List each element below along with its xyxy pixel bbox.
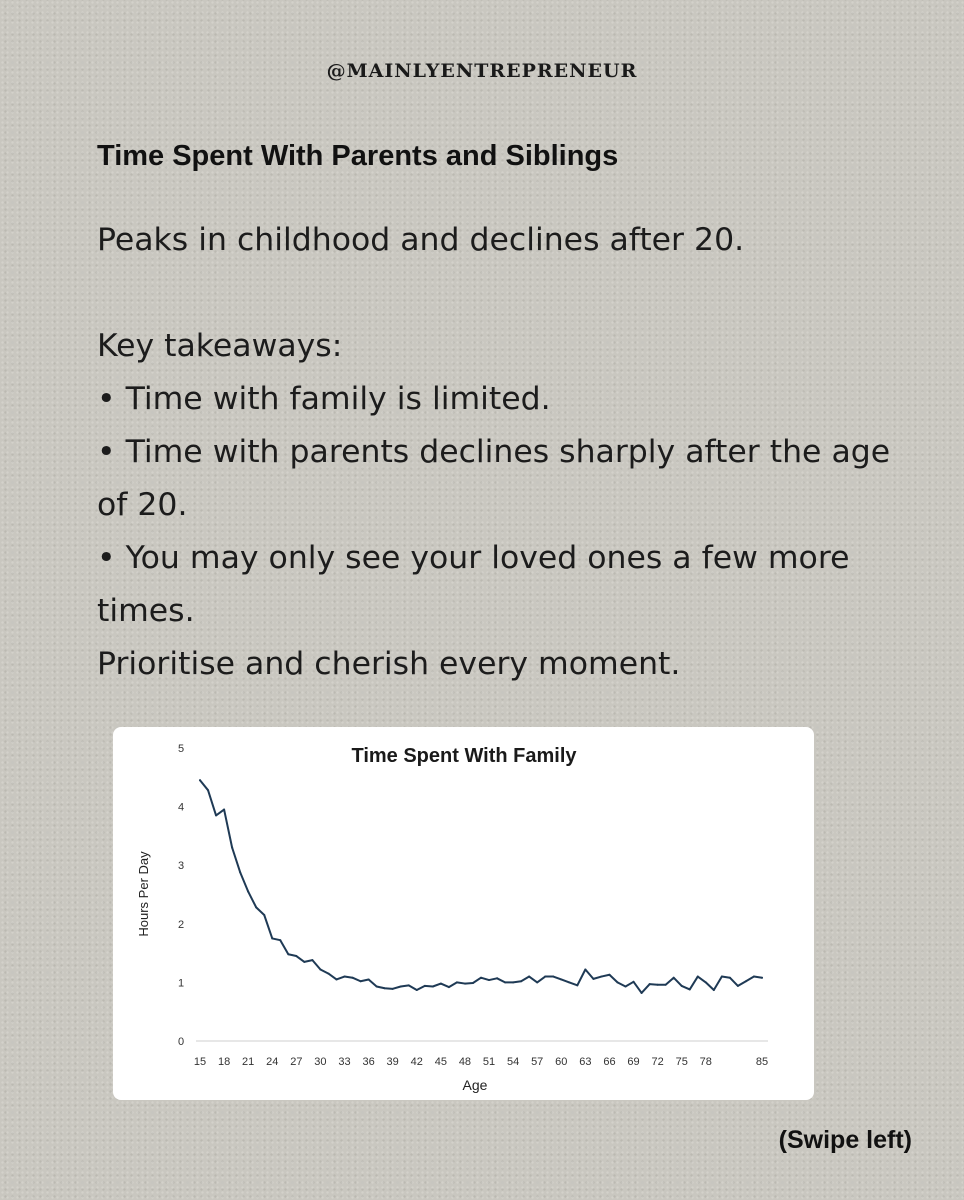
x-tick-label: 42 — [410, 1056, 423, 1068]
page-title: Time Spent With Parents and Siblings — [97, 140, 619, 172]
x-tick-label: 60 — [555, 1056, 568, 1068]
data-point — [488, 979, 490, 981]
data-point — [303, 961, 305, 963]
x-tick-label: 18 — [217, 1056, 231, 1068]
data-point — [295, 955, 297, 957]
data-point — [215, 814, 217, 816]
data-point — [705, 981, 707, 983]
data-point — [729, 977, 731, 979]
takeaway-item-3: • You may only see your loved ones a few more times. — [97, 540, 850, 629]
data-points — [199, 779, 763, 994]
y-tick-label: 4 — [177, 801, 185, 814]
data-point — [311, 959, 313, 961]
data-point — [392, 988, 394, 990]
data-point — [440, 983, 442, 985]
data-point — [633, 981, 635, 983]
y-tick-label: 1 — [177, 977, 185, 990]
y-axis-label: Hours Per Day — [136, 851, 151, 937]
data-point — [584, 969, 586, 971]
y-tick-label: 3 — [177, 860, 185, 873]
data-point — [247, 891, 249, 893]
data-point — [223, 809, 225, 811]
line-chart — [113, 727, 814, 1100]
x-tick-label: 39 — [386, 1056, 399, 1068]
data-point — [344, 976, 346, 978]
data-point — [568, 981, 570, 983]
data-point — [625, 986, 627, 988]
data-point — [327, 973, 329, 975]
y-tick-labels — [178, 743, 184, 1048]
y-tick-label: 0 — [177, 1036, 185, 1048]
x-tick-label: 30 — [314, 1056, 327, 1068]
swipe-hint: (Swipe left) — [778, 1126, 912, 1154]
data-point — [207, 789, 209, 791]
data-point — [576, 984, 578, 986]
data-point — [496, 977, 498, 979]
data-point — [737, 985, 739, 987]
data-point — [697, 976, 699, 978]
data-point — [536, 981, 538, 983]
x-tick-label: 57 — [531, 1056, 544, 1068]
data-point — [352, 977, 354, 979]
data-point — [287, 953, 289, 955]
takeaway-item-2: • Time with parents declines sharply after the age of 20. — [97, 434, 891, 523]
data-point — [600, 976, 602, 978]
data-point — [681, 985, 683, 987]
data-point — [263, 914, 265, 916]
y-tick-label: 5 — [177, 743, 185, 755]
intro-text: Peaks in childhood and declines after 20. — [97, 222, 745, 258]
data-point — [384, 987, 386, 989]
x-tick-label: 54 — [506, 1056, 520, 1068]
x-tick-label: 15 — [193, 1056, 207, 1068]
data-point — [360, 980, 362, 982]
data-point — [649, 983, 651, 985]
data-point — [408, 984, 410, 986]
closing-text: Prioritise and cherish every moment. — [97, 646, 681, 682]
account-handle: @MAINLYENTREPRENEUR — [326, 60, 638, 82]
data-point — [279, 939, 281, 941]
data-point — [713, 989, 715, 991]
data-point — [199, 779, 201, 781]
x-tick-label: 66 — [603, 1056, 616, 1068]
data-point — [528, 976, 530, 978]
data-point — [520, 980, 522, 982]
x-tick-label: 78 — [699, 1056, 712, 1068]
data-point — [335, 978, 337, 980]
x-tick-label: 72 — [651, 1056, 664, 1068]
x-tick-label: 36 — [362, 1056, 375, 1068]
data-point — [504, 981, 506, 983]
chart-title: Time Spent With Family — [351, 745, 577, 767]
data-point — [231, 847, 233, 849]
series-line — [200, 780, 762, 993]
x-tick-label: 48 — [458, 1056, 472, 1068]
data-point — [368, 978, 370, 980]
data-point — [745, 980, 747, 982]
data-point — [721, 976, 723, 978]
data-point — [464, 983, 466, 985]
data-point — [641, 992, 643, 994]
data-point — [592, 978, 594, 980]
data-point — [665, 984, 667, 986]
x-tick-label: 21 — [242, 1056, 255, 1068]
data-point — [480, 977, 482, 979]
x-tick-label: 75 — [675, 1056, 688, 1068]
data-point — [400, 986, 402, 988]
data-point — [544, 976, 546, 978]
x-tick-label: 85 — [755, 1056, 769, 1068]
data-point — [472, 982, 474, 984]
data-point — [761, 977, 763, 979]
data-point — [512, 981, 514, 983]
x-tick-label: 45 — [434, 1056, 447, 1068]
data-point — [424, 985, 426, 987]
data-point — [456, 981, 458, 983]
x-axis-label: Age — [462, 1077, 488, 1093]
data-point — [448, 986, 450, 988]
takeaway-item-1: • Time with family is limited. — [97, 381, 551, 417]
data-point — [657, 984, 659, 986]
data-point — [432, 986, 434, 988]
data-point — [255, 906, 257, 908]
x-tick-label: 27 — [290, 1056, 303, 1068]
chart-card — [113, 727, 814, 1100]
x-tick-label: 69 — [627, 1056, 640, 1068]
data-point — [608, 974, 610, 976]
data-point — [271, 937, 273, 939]
x-tick-label: 51 — [482, 1056, 496, 1068]
data-point — [416, 989, 418, 991]
x-tick-label: 24 — [266, 1056, 279, 1068]
data-point — [689, 988, 691, 990]
data-point — [560, 978, 562, 980]
data-point — [753, 976, 755, 978]
x-tick-labels — [194, 1056, 768, 1068]
data-point — [239, 871, 241, 873]
data-point — [376, 986, 378, 988]
paragraph-gap — [97, 267, 917, 320]
takeaways-title: Key takeaways: — [97, 328, 343, 364]
data-point — [319, 969, 321, 971]
data-point — [616, 981, 618, 983]
body-text — [97, 214, 917, 691]
x-tick-label: 63 — [579, 1056, 592, 1068]
y-tick-label: 2 — [177, 918, 185, 931]
x-tick-label: 33 — [338, 1056, 351, 1068]
data-point — [673, 977, 675, 979]
data-point — [552, 976, 554, 978]
